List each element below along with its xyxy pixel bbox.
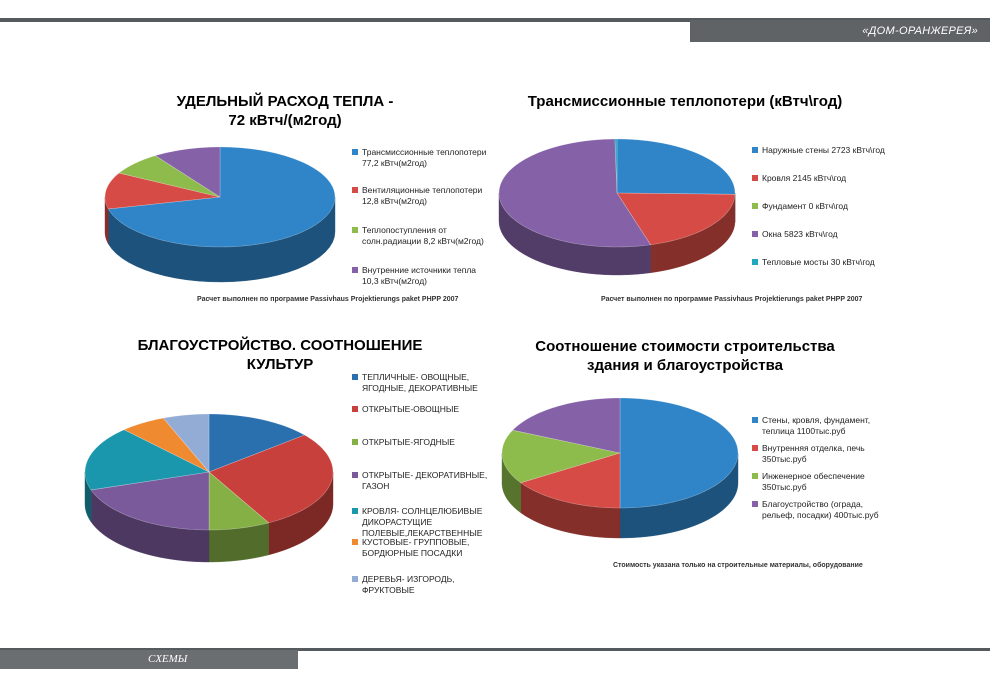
chart1-note: Расчет выполнен по программе Passivhaus Projektierungs paket PHPP 2007 <box>197 296 459 303</box>
legend-swatch <box>352 576 358 582</box>
chart4-legend-item <box>752 415 887 443</box>
legend-swatch <box>752 417 758 423</box>
legend-swatch <box>752 175 758 181</box>
chart1-pie <box>95 145 345 285</box>
chart2-legend <box>752 145 887 268</box>
legend-label: Кровля 2145 кВтч\год <box>762 173 847 183</box>
chart1-legend-item <box>352 147 492 185</box>
chart1-title-line1: УДЕЛЬНЫЙ РАСХОД ТЕПЛА - <box>176 93 394 110</box>
chart3-legend-item <box>352 574 492 596</box>
chart4-title-line1: Соотношение стоимости строительства <box>535 338 835 355</box>
legend-label: Тепловые мосты 30 кВтч\год <box>762 257 875 267</box>
legend-swatch <box>352 267 358 273</box>
legend-label: Окна 5823 кВтч\год <box>762 229 838 239</box>
chart3-title-line2: КУЛЬТУР <box>246 356 314 373</box>
chart1-legend-item <box>352 265 492 287</box>
chart3-legend-item <box>352 437 492 470</box>
legend-label: ОТКРЫТЫЕ-ЯГОДНЫЕ <box>362 437 455 447</box>
chart1-title-line2: 72 кВтч/(м2год) <box>228 112 342 129</box>
legend-swatch <box>752 259 758 265</box>
chart1-legend-item <box>352 185 492 225</box>
legend-label: КУСТОВЫЕ- ГРУППОВЫЕ, БОРДЮРНЫЕ ПОСАДКИ <box>362 537 470 558</box>
legend-label: ОТКРЫТЫЕ- ДЕКОРАТИВНЫЕ, ГАЗОН <box>362 470 488 491</box>
chart2-pie <box>490 135 745 280</box>
chart4-legend-item <box>752 499 887 521</box>
chart4-legend-item <box>752 443 887 471</box>
legend-label: КРОВЛЯ- СОЛНЦЕЛЮБИВЫЕ ДИКОРАСТУЩИЕ ПОЛЕВЫЕ,ЛЕКАРСТВЕННЫЕ <box>362 506 483 538</box>
project-title-bar: «ДОМ-ОРАНЖЕРЕЯ» <box>690 20 990 42</box>
legend-swatch <box>352 539 358 545</box>
legend-label: Трансмиссионные теплопотери 77,2 кВтч(м2год) <box>362 147 487 168</box>
chart2-title <box>500 92 870 111</box>
section-label-bar: СХЕМЫ <box>0 650 298 669</box>
chart1-legend-item <box>352 225 492 265</box>
legend-label: Благоустройство (ограда, рельеф, посадки) 400тыс.руб <box>762 499 879 520</box>
legend-label: Внутренние источники тепла 10,3 кВтч(м2год) <box>362 265 477 286</box>
chart4-title <box>500 337 870 375</box>
chart1-title <box>160 92 410 130</box>
legend-swatch <box>352 149 358 155</box>
chart2-legend-item <box>752 257 887 268</box>
pie-slice <box>617 139 735 194</box>
legend-swatch <box>752 501 758 507</box>
legend-swatch <box>352 508 358 514</box>
legend-label: Инженерное обеспечение 350тыс.руб <box>762 471 865 492</box>
legend-swatch <box>352 406 358 412</box>
chart3-title-line1: БЛАГОУСТРОЙСТВО. СООТНОШЕНИЕ <box>137 337 423 354</box>
legend-swatch <box>352 374 358 380</box>
chart4-title-line2: здания и благоустройства <box>587 357 783 374</box>
legend-label: Стены, кровля, фундамент, теплица 1100тыс.руб <box>762 415 871 436</box>
legend-label: ТЕПЛИЧНЫЕ- ОВОЩНЫЕ, ЯГОДНЫЕ, ДЕКОРАТИВНЫЕ <box>362 372 478 393</box>
legend-label: ДЕРЕВЬЯ- ИЗГОРОДЬ, ФРУКТОВЫЕ <box>362 574 455 595</box>
chart2-note: Расчет выполнен по программе Passivhaus Projektierungs paket PHPP 2007 <box>601 296 863 303</box>
chart3-legend <box>352 372 492 596</box>
chart3-legend-item <box>352 404 492 437</box>
legend-label: Внутренняя отделка, печь 350тыс.руб <box>762 443 865 464</box>
chart4-pie <box>493 392 748 542</box>
chart2-title-line1: Трансмиссионные теплопотери (кВтч\год) <box>527 93 843 110</box>
chart2-legend-item <box>752 173 887 201</box>
chart3-legend-item <box>352 537 492 574</box>
chart4-legend <box>752 415 887 521</box>
chart4-legend-item <box>752 471 887 499</box>
chart3-pie <box>78 408 340 568</box>
legend-swatch <box>752 203 758 209</box>
legend-swatch <box>752 445 758 451</box>
legend-label: Наружные стены 2723 кВтч\год <box>762 145 885 155</box>
legend-swatch <box>752 473 758 479</box>
chart2-legend-item <box>752 145 887 173</box>
legend-swatch <box>352 439 358 445</box>
chart1-legend <box>352 147 492 287</box>
chart2-legend-item <box>752 229 887 257</box>
chart4-note: Стоимость указана только на строительные материалы, оборудование <box>613 562 863 569</box>
legend-label: Теплопоступления от солн.радиации 8,2 кВтч(м2год) <box>362 225 484 246</box>
chart3-legend-item <box>352 372 492 404</box>
legend-label: ОТКРЫТЫЕ-ОВОЩНЫЕ <box>362 404 460 414</box>
chart3-legend-item <box>352 506 492 537</box>
chart3-legend-item <box>352 470 492 506</box>
chart2-legend-item <box>752 201 887 229</box>
legend-swatch <box>752 231 758 237</box>
legend-label: Вентиляционные теплопотери 12,8 кВтч(м2год) <box>362 185 483 206</box>
legend-swatch <box>352 187 358 193</box>
legend-label: Фундамент 0 кВтч\год <box>762 201 848 211</box>
chart3-title <box>130 336 430 374</box>
legend-swatch <box>352 227 358 233</box>
legend-swatch <box>352 472 358 478</box>
legend-swatch <box>752 147 758 153</box>
